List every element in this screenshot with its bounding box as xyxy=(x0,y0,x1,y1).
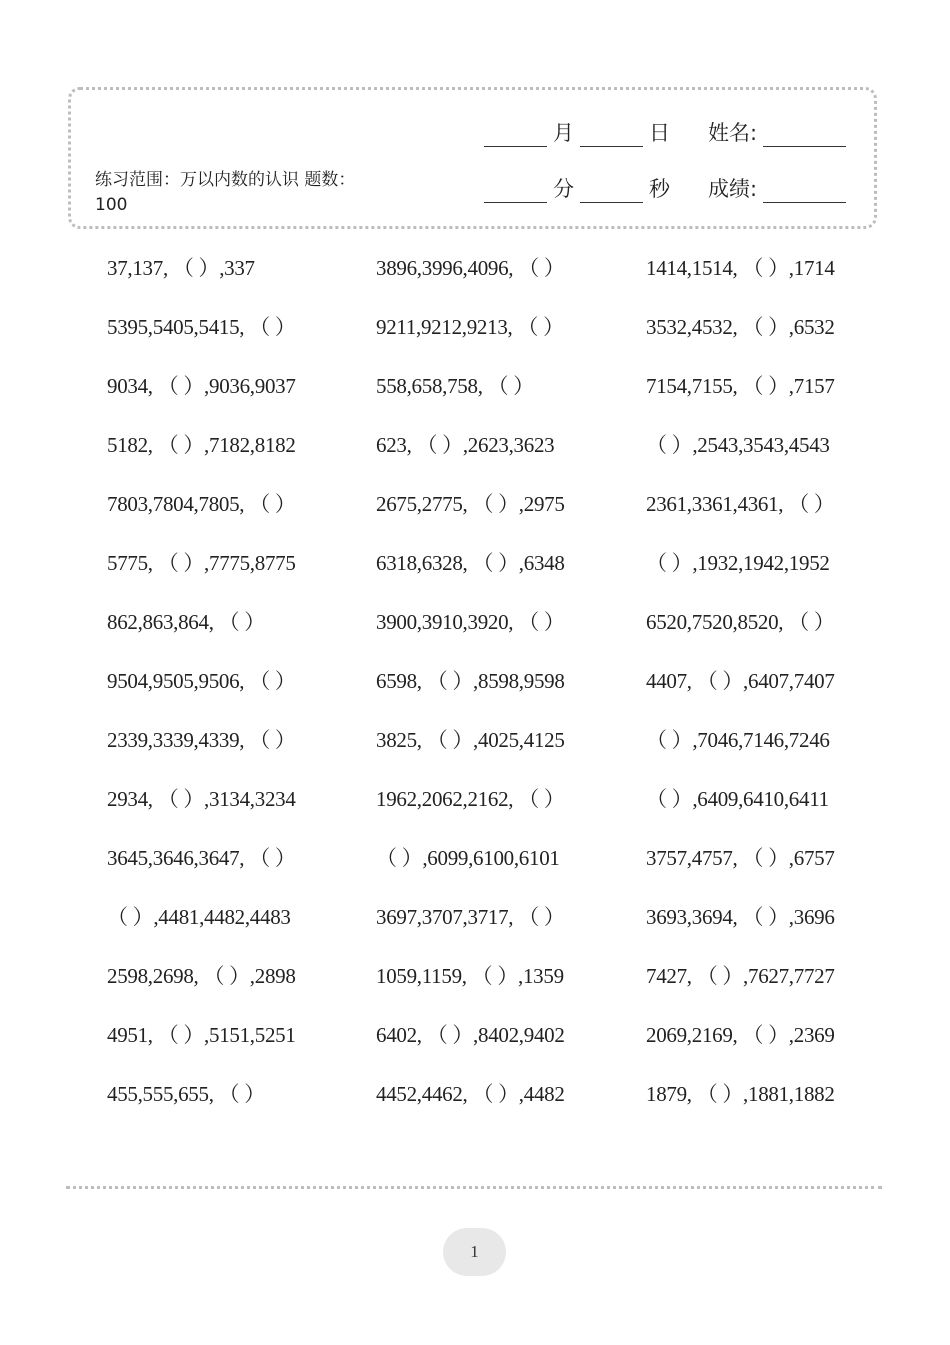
problem-row xyxy=(0,413,950,472)
problem-item: 7154,7155, （ ）,7157 xyxy=(646,374,835,398)
problem-item: 4407, （ ）,6407,7407 xyxy=(646,669,835,693)
month-label: 月 xyxy=(553,121,574,145)
problem-item: 3896,3996,4096, （ ） xyxy=(376,256,565,280)
problem-item: （ ）,2543,3543,4543 xyxy=(646,433,830,457)
second-blank[interactable] xyxy=(580,178,643,203)
problem-item: 2675,2775, （ ）,2975 xyxy=(376,492,565,516)
problem-item: 2069,2169, （ ）,2369 xyxy=(646,1023,835,1047)
problem-item: 6520,7520,8520, （ ） xyxy=(646,610,835,634)
problem-item: 1962,2062,2162, （ ） xyxy=(376,787,565,811)
problem-item: 3693,3694, （ ）,3696 xyxy=(646,905,835,929)
day-blank[interactable] xyxy=(580,122,643,147)
problem-item: 9504,9505,9506, （ ） xyxy=(107,669,296,693)
name-label: 姓名: xyxy=(708,121,758,145)
problem-item: 3645,3646,3647, （ ） xyxy=(107,846,296,870)
problem-row xyxy=(0,767,950,826)
problem-item: 2339,3339,4339, （ ） xyxy=(107,728,296,752)
problem-row xyxy=(0,590,950,649)
problem-row xyxy=(0,826,950,885)
minute-blank[interactable] xyxy=(484,178,547,203)
problem-item: 9034, （ ）,9036,9037 xyxy=(107,374,296,398)
problem-item: （ ）,1932,1942,1952 xyxy=(646,551,830,575)
problem-row xyxy=(0,649,950,708)
problem-item: 5182, （ ）,7182,8182 xyxy=(107,433,296,457)
problem-item: 7427, （ ）,7627,7727 xyxy=(646,964,835,988)
problem-item: 4951, （ ）,5151,5251 xyxy=(107,1023,296,1047)
problem-item: （ ）,4481,4482,4483 xyxy=(107,905,291,929)
problem-row xyxy=(0,944,950,1003)
problem-item: 2598,2698, （ ）,2898 xyxy=(107,964,296,988)
problem-item: 3697,3707,3717, （ ） xyxy=(376,905,565,929)
problem-item: 1059,1159, （ ）,1359 xyxy=(376,964,564,988)
practice-info: 练习范围：万以内数的认识 题数：100 xyxy=(95,170,356,215)
problem-row xyxy=(0,1062,950,1121)
problem-item: （ ）,7046,7146,7246 xyxy=(646,728,830,752)
problem-item: 9211,9212,9213, （ ） xyxy=(376,315,564,339)
problem-row xyxy=(0,885,950,944)
problem-item: 5395,5405,5415, （ ） xyxy=(107,315,296,339)
problem-item: 623, （ ）,2623,3623 xyxy=(376,433,555,457)
problem-row xyxy=(0,708,950,767)
problem-item: （ ）,6409,6410,6411 xyxy=(646,787,829,811)
month-blank[interactable] xyxy=(484,122,547,147)
score-label: 成绩: xyxy=(708,177,758,201)
problem-row xyxy=(0,531,950,590)
second-label: 秒 xyxy=(649,177,670,201)
problem-item: 1414,1514, （ ）,1714 xyxy=(646,256,835,280)
problem-row xyxy=(0,295,950,354)
problem-item: 4452,4462, （ ）,4482 xyxy=(376,1082,565,1106)
problem-item: 3757,4757, （ ）,6757 xyxy=(646,846,835,870)
problem-row xyxy=(0,1003,950,1062)
problem-item: 2361,3361,4361, （ ） xyxy=(646,492,835,516)
problem-item: 3532,4532, （ ）,6532 xyxy=(646,315,835,339)
problem-item: 455,555,655, （ ） xyxy=(107,1082,265,1106)
problem-item: 3900,3910,3920, （ ） xyxy=(376,610,565,634)
problem-item: 6318,6328, （ ）,6348 xyxy=(376,551,565,575)
name-blank[interactable] xyxy=(763,122,846,147)
day-label: 日 xyxy=(649,121,670,145)
problem-item: 2934, （ ）,3134,3234 xyxy=(107,787,296,811)
problem-item: 6402, （ ）,8402,9402 xyxy=(376,1023,565,1047)
problem-grid xyxy=(0,236,950,1121)
page-number: 1 xyxy=(443,1228,506,1276)
date-name-row xyxy=(484,117,846,147)
problem-item: （ ）,6099,6100,6101 xyxy=(376,846,560,870)
problem-item: 558,658,758, （ ） xyxy=(376,374,534,398)
footer-divider xyxy=(66,1186,882,1189)
minute-label: 分 xyxy=(553,177,574,201)
problem-item: 6598, （ ）,8598,9598 xyxy=(376,669,565,693)
problem-item: 5775, （ ）,7775,8775 xyxy=(107,551,296,575)
problem-item: 37,137, （ ）,337 xyxy=(107,256,255,280)
time-score-row xyxy=(484,173,846,203)
problem-item: 1879, （ ）,1881,1882 xyxy=(646,1082,835,1106)
problem-item: 3825, （ ）,4025,4125 xyxy=(376,728,565,752)
problem-row xyxy=(0,236,950,295)
problem-item: 7803,7804,7805, （ ） xyxy=(107,492,296,516)
problem-row xyxy=(0,472,950,531)
score-blank[interactable] xyxy=(763,178,846,203)
problem-row xyxy=(0,354,950,413)
problem-item: 862,863,864, （ ） xyxy=(107,610,265,634)
